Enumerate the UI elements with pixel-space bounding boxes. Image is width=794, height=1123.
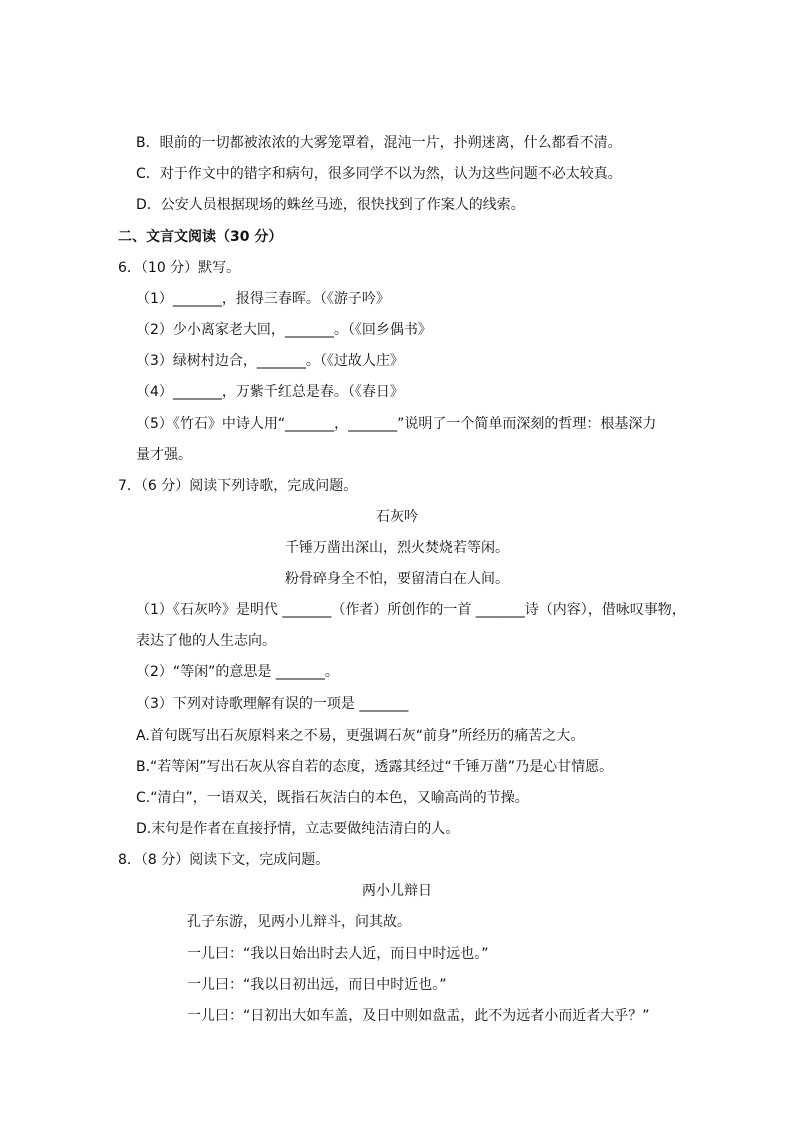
poem-title: 石灰吟 [376, 509, 418, 525]
passage-line-1: 孔子东游，见两小儿辩斗，问其故。 [187, 914, 411, 930]
q7-option-d: D.末句是作者在直接抒情，立志要做纯洁清白的人。 [136, 821, 460, 837]
q6-stem: 6．（10 分）默写。 [118, 260, 241, 276]
q6-item-1: （1）_______，报得三春晖。（《游子吟》 [136, 291, 390, 307]
q7-option-c: C.“清白”，一语双关，既指石灰洁白的本色，又喻高尚的节操。 [136, 790, 529, 806]
q7-sub-3: （3）下列对诗歌理解有误的一项是 _______ [136, 696, 409, 712]
passage-title: 两小儿辩日 [362, 883, 432, 899]
q7-option-a: A.首句既写出石灰原料来之不易，更强调石灰“前身”所经历的痛苦之大。 [136, 728, 585, 744]
q7-sub-2: （2）“等闲”的意思是 _______。 [136, 664, 339, 680]
poem-line-1: 千锤万凿出深山，烈火焚烧若等闲。 [285, 540, 509, 556]
q6-item-5-cont: 量才强。 [136, 447, 192, 463]
poem-line-2: 粉骨碎身全不怕，要留清白在人间。 [285, 571, 509, 587]
passage-line-2: 一儿曰：“我以日始出时去人近，而日中时远也。” [187, 946, 489, 962]
passage-line-3: 一儿曰：“我以日初出远，而日中时近也。” [187, 977, 447, 993]
q6-item-4: （4）_______，万紫千红总是春。（《春日》 [136, 384, 404, 400]
q5-option-d: D．公安人员根据现场的蛛丝马迹，很快找到了作案人的线索。 [136, 197, 525, 213]
q8-stem: 8．（8 分）阅读下文，完成问题。 [118, 852, 330, 868]
q6-item-2: （2）少小离家老大回，_______。（《回乡偶书》 [136, 322, 432, 338]
q5-option-c: C．对于作文中的错字和病句，很多同学不以为然，认为这些问题不必太较真。 [136, 166, 622, 182]
q7-stem: 7．（6 分）阅读下列诗歌，完成问题。 [118, 478, 358, 494]
section-title: 二、文言文阅读（30 分） [118, 229, 283, 245]
q6-item-3: （3）绿树村边合，_______。（《过故人庄》 [136, 353, 404, 369]
q7-option-b: B.“若等闲”写出石灰从容自若的态度，透露其经过“千锤万凿”乃是心甘情愿。 [136, 759, 614, 775]
passage-line-4: 一儿曰：“日初出大如车盖，及日中则如盘盂，此不为远者小而近者大乎？” [187, 1008, 650, 1024]
q5-option-b: B．眼前的一切都被浓浓的大雾笼罩着，混沌一片，扑朔迷离，什么都看不清。 [136, 135, 622, 151]
q7-sub-1-cont: 表达了他的人生志向。 [136, 633, 276, 649]
q7-sub-1: （1）《石灰吟》是明代 _______（作者）所创作的一首 _______诗（内容），借咏叹事物， [136, 602, 686, 618]
q6-item-5: （5）《竹石》中诗人用“_______，_______”说明了一个简单而深刻的哲理：根基深力 [136, 416, 657, 432]
